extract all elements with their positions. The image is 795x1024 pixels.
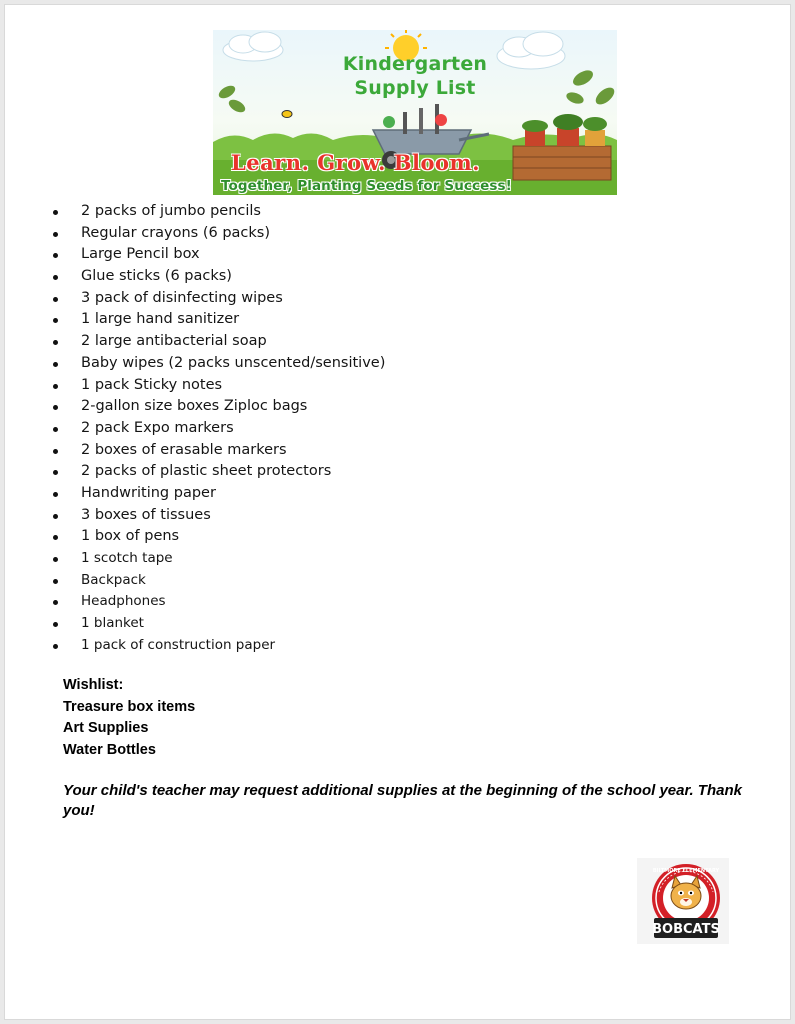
list-item: Large Pencil box xyxy=(5,244,385,266)
list-item: 2 packs of plastic sheet protectors xyxy=(5,461,385,483)
list-item: 1 pack of construction paper xyxy=(5,635,385,657)
logo-name: BOBCATS xyxy=(652,922,720,937)
wishlist-item: Treasure box items xyxy=(63,698,196,715)
list-item: Handwriting paper xyxy=(5,483,385,505)
bobcats-logo xyxy=(637,858,729,944)
list-item: 1 scotch tape xyxy=(5,548,385,570)
list-item: 3 boxes of tissues xyxy=(5,505,385,527)
list-item: 1 blanket xyxy=(5,613,385,635)
list-item: 1 pack Sticky notes xyxy=(5,375,385,397)
banner-title xyxy=(213,52,617,100)
list-item: Headphones xyxy=(5,591,385,613)
list-item: Glue sticks (6 packs) xyxy=(5,266,385,288)
supply-list xyxy=(5,201,385,656)
teacher-note: Your child's teacher may request additional supplies at the beginning of the school year. Thank you! xyxy=(63,782,742,819)
banner-title-line2: Supply List xyxy=(354,77,476,99)
list-item: Backpack xyxy=(5,570,385,592)
wishlist xyxy=(63,675,195,762)
list-item: 1 box of pens xyxy=(5,526,385,548)
list-item: 2 packs of jumbo pencils xyxy=(5,201,385,223)
supply-list-banner xyxy=(213,30,617,195)
document-page xyxy=(4,4,791,1020)
logo-ring-text: BILTMORE ELEMENTARY xyxy=(652,868,720,874)
list-item: Baby wipes (2 packs unscented/sensitive) xyxy=(5,353,385,375)
wishlist-heading: Wishlist: xyxy=(63,677,124,693)
banner-motto: Learn. Grow. Bloom. xyxy=(231,150,481,175)
banner-title-line1: Kindergarten xyxy=(342,53,488,75)
wishlist-item: Art Supplies xyxy=(63,720,149,737)
wishlist-item: Water Bottles xyxy=(63,742,156,759)
list-item: 2-gallon size boxes Ziploc bags xyxy=(5,396,385,418)
list-item: 2 boxes of erasable markers xyxy=(5,440,385,462)
banner-subtitle: Together, Planting Seeds for Success! xyxy=(221,178,512,194)
list-item: 2 large antibacterial soap xyxy=(5,331,385,353)
list-item: 1 large hand sanitizer xyxy=(5,309,385,331)
list-item: 3 pack of disinfecting wipes xyxy=(5,288,385,310)
list-item: Regular crayons (6 packs) xyxy=(5,223,385,245)
list-item: 2 pack Expo markers xyxy=(5,418,385,440)
